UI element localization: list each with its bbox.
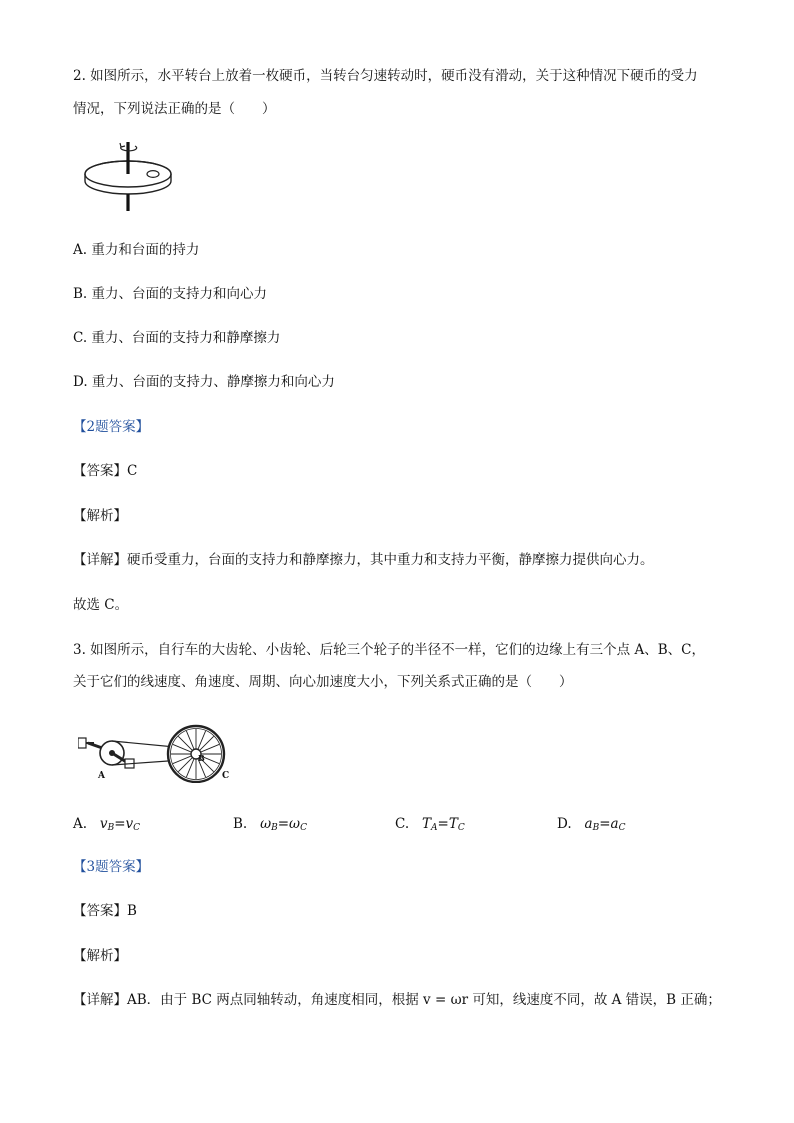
q2-stem-line1: 2. 如图所示，水平转台上放着一枚硬币，当转台匀速转动时，硬币没有滑动，关于这种情况下硬币的受力 [73,68,698,84]
q3-analysis-header: 【解析】 [73,948,127,964]
q2-analysis-header: 【解析】 [73,508,127,524]
q2-option-d: D. 重力、台面的支持力、静摩擦力和向心力 [73,374,335,390]
q2-option-c: C. 重力、台面的支持力和静摩擦力 [73,330,281,346]
q2-answer-header: 【2题答案】 [73,419,150,435]
q2-detail: 【详解】硬币受重力，台面的支持力和静摩擦力，其中重力和支持力平衡，静摩擦力提供向心力。 [73,552,654,568]
q2-answer: 【答案】C [73,463,138,479]
q3-option-c: C. $T_A=T_C$ [395,816,465,833]
q3-answer-header: 【3题答案】 [73,859,150,875]
q3-detail: 【详解】AB．由于 BC 两点同轴转动，角速度相同，根据 v = ωr 可知，线速度不同，故 A 错误，B 正确； [73,992,721,1008]
q3-option-a: A. $v_B=v_C$ [73,816,141,833]
figure-label-b: B [198,753,205,763]
q2-option-b: B. 重力、台面的支持力和向心力 [73,286,268,302]
figure-label-a: A [98,771,105,781]
turntable-figure [80,138,180,214]
q2-conclusion: 故选 C。 [73,597,129,613]
q3-stem-line1: 3. 如图所示，自行车的大齿轮、小齿轮、后轮三个轮子的半径不一样，它们的边缘上有三个点 A、B、C， [73,642,705,658]
figure-label-c: C [222,771,230,781]
q3-answer: 【答案】B [73,903,137,919]
q2-option-a: A. 重力和台面的持力 [73,242,200,258]
q3-option-b: B. $\omega_B=\omega_C$ [233,816,307,833]
q3-option-d: D. $a_B=a_C$ [557,816,626,833]
bicycle-gear-figure [78,715,248,783]
q2-stem-line2: 情况，下列说法正确的是（ ） [73,101,276,117]
q3-stem-line2: 关于它们的线速度、角速度、周期、向心加速度大小，下列关系式正确的是（ ） [73,674,573,690]
